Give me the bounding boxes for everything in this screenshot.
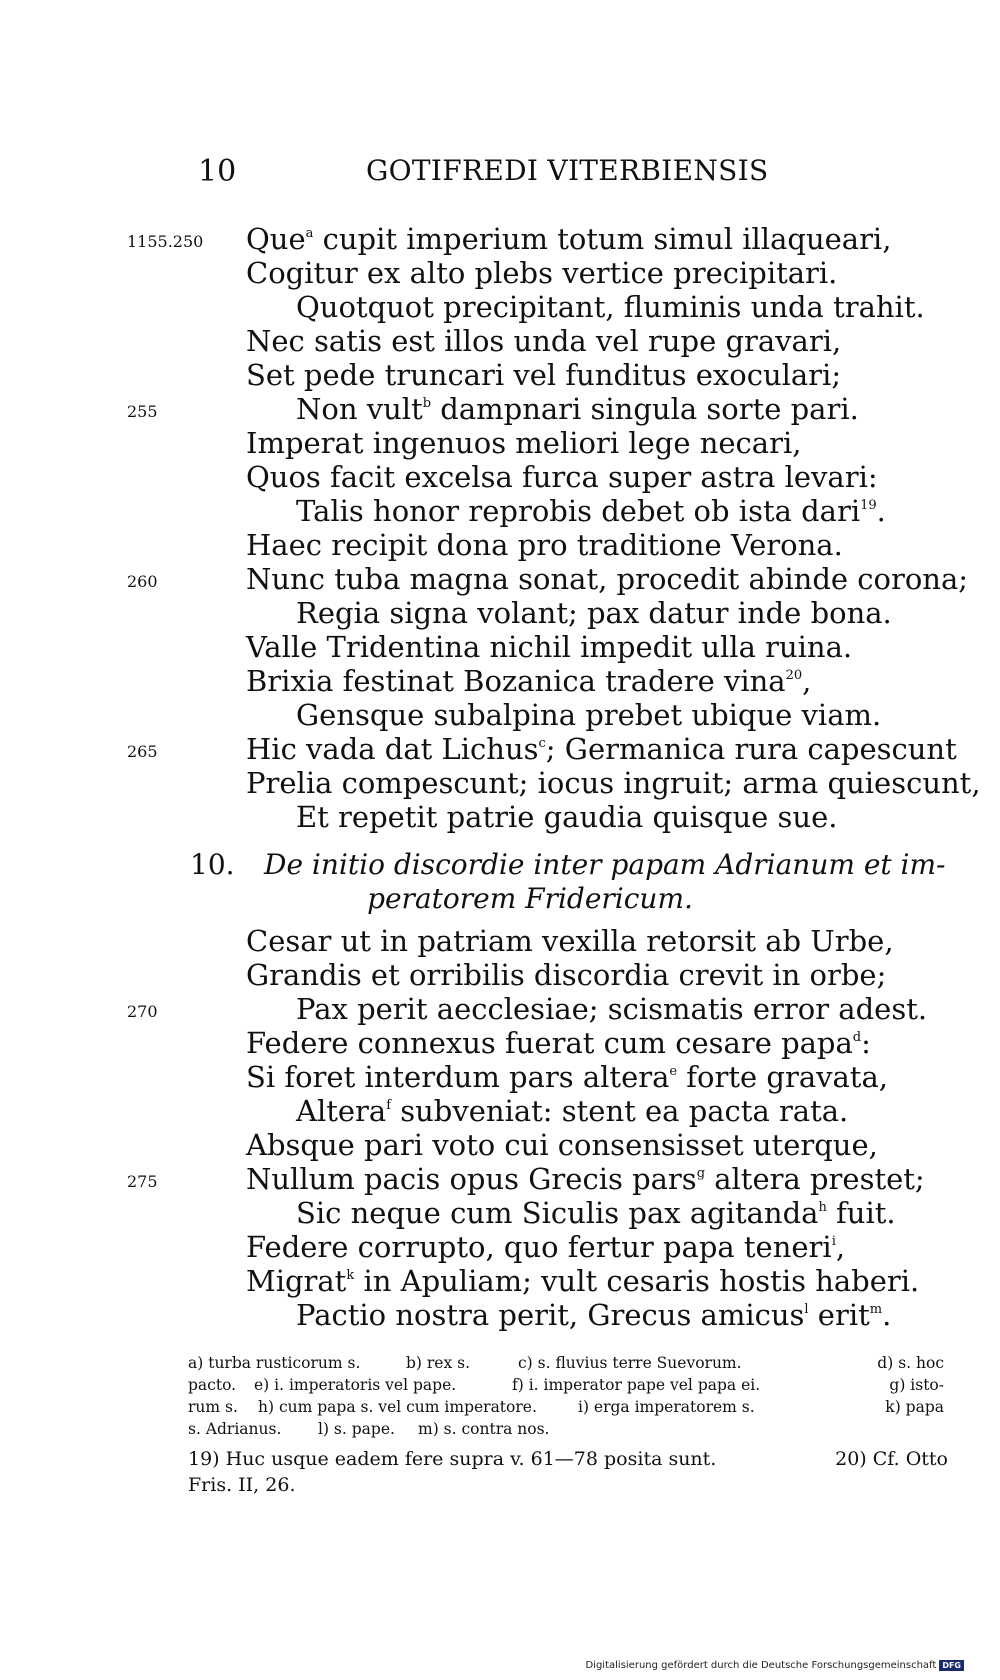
verse-number: 260 <box>127 572 158 591</box>
verse-text <box>246 1264 919 1298</box>
verse-text-main: Talis honor reprobis debet ob ista dari <box>296 494 861 528</box>
verse-text-main: Valle Tridentina nichil impedit ulla ruina. <box>246 630 853 664</box>
verse-text <box>296 596 892 630</box>
verse-line <box>0 664 1000 698</box>
footnote-entry: f) i. imperator pape vel papa ei. <box>512 1376 761 1394</box>
verse-block-1 <box>0 222 1000 834</box>
footnote-entry: Fris. II, 26. <box>188 1474 296 1496</box>
verse-text <box>246 1060 888 1094</box>
footnote-entry: 19) Huc usque eadem fere supra v. 61—78 posita sunt. <box>188 1448 717 1470</box>
verse-line <box>0 1230 1000 1264</box>
verse-line <box>0 494 1000 528</box>
dfg-logo: DFG <box>939 1660 964 1671</box>
footnote-row <box>188 1374 944 1396</box>
footnote-entry: pacto. <box>188 1376 237 1394</box>
verse-line <box>0 630 1000 664</box>
verse-text-rest: . <box>876 494 886 528</box>
verse-text-main: Cesar ut in patriam vexilla retorsit ab Urbe, <box>246 924 894 958</box>
verse-text <box>296 698 881 732</box>
verse-text-main: Et repetit patrie gaudia quisque sue. <box>296 800 838 834</box>
verse-text-main: Quotquot precipitant, fluminis unda trahit. <box>296 290 925 324</box>
verse-text <box>246 1128 878 1162</box>
footnote-row <box>188 1418 944 1440</box>
note-marker: c <box>538 736 546 751</box>
verse-text <box>246 562 968 596</box>
verse-text-rest: dampnari singula sorte pari. <box>431 392 859 426</box>
verse-line <box>0 426 1000 460</box>
verse-text <box>296 1094 848 1128</box>
page-header <box>0 154 1000 194</box>
digitization-credit <box>585 1660 964 1671</box>
verse-line <box>0 698 1000 732</box>
verse-text <box>246 1026 871 1060</box>
verse-line <box>0 958 1000 992</box>
verse-text-rest: altera prestet; <box>705 1162 925 1196</box>
verse-text <box>296 392 859 426</box>
chapter-title-part-2: peratorem Fridericum. <box>367 882 693 915</box>
footnote-entry: g) isto- <box>889 1376 944 1394</box>
verse-text-main: Federe corrupto, quo fertur papa teneri <box>246 1230 832 1264</box>
chapter-number: 10. <box>190 848 235 881</box>
verse-text-main: Nullum pacis opus Grecis pars <box>246 1162 697 1196</box>
verse-text-main: Altera <box>296 1094 387 1128</box>
verse-text-main: Cogitur ex alto plebs vertice precipitari. <box>246 256 838 290</box>
verse-text-main: Que <box>246 222 306 256</box>
verse-text <box>296 992 927 1026</box>
verse-text-rest: ; Germanica rura capescunt <box>545 732 957 766</box>
verse-text <box>246 732 957 766</box>
chapter-heading <box>0 848 1000 916</box>
commentary-footnotes <box>188 1446 948 1498</box>
verse-text <box>246 924 894 958</box>
verse-line <box>0 1264 1000 1298</box>
verse-number: 1155.250 <box>127 232 204 251</box>
note-marker: g <box>696 1166 706 1181</box>
note-marker: 20 <box>785 668 803 683</box>
footnote-entry: s. Adrianus. <box>188 1420 282 1438</box>
verse-text-main: Nec satis est illos unda vel rupe gravari, <box>246 324 842 358</box>
note-marker: f <box>386 1098 391 1113</box>
footnote-entry: i) erga imperatorem s. <box>578 1398 755 1416</box>
verse-text-main: Gensque subalpina prebet ubique viam. <box>296 698 882 732</box>
note-marker: k <box>346 1268 355 1283</box>
footnote-row <box>188 1446 948 1472</box>
footnote-entry: h) cum papa s. vel cum imperatore. <box>258 1398 537 1416</box>
verse-line <box>0 1128 1000 1162</box>
verse-text-main: Set pede truncari vel funditus exoculari; <box>246 358 842 392</box>
verse-text-main: Non vult <box>296 392 423 426</box>
verse-line <box>0 1026 1000 1060</box>
note-marker: 19 <box>860 498 877 513</box>
verse-number: 275 <box>127 1172 158 1191</box>
footnote-entry: 20) Cf. Otto <box>835 1448 948 1470</box>
running-title: GOTIFREDI VITERBIENSIS <box>366 154 769 187</box>
verse-text-rest: . <box>882 1298 892 1332</box>
verse-text-rest: erit <box>808 1298 870 1332</box>
note-marker: m <box>869 1302 883 1317</box>
verse-line <box>0 460 1000 494</box>
footnote-entry: d) s. hoc <box>877 1354 944 1372</box>
verse-text-rest: fuit. <box>826 1196 896 1230</box>
verse-number: 265 <box>127 742 158 761</box>
footnote-entry: c) s. fluvius terre Suevorum. <box>518 1354 742 1372</box>
verse-text-main: Pax perit aecclesiae; scismatis error adest. <box>296 992 928 1026</box>
verse-text <box>296 800 837 834</box>
verse-text-main: Sic neque cum Siculis pax agitanda <box>296 1196 819 1230</box>
verse-text <box>246 256 837 290</box>
verse-text <box>246 766 981 800</box>
verse-text-main: Imperat ingenuos meliori lege necari, <box>246 426 802 460</box>
verse-line <box>0 358 1000 392</box>
footnote-entry: e) i. imperatoris vel pape. <box>254 1376 457 1394</box>
verse-line <box>0 1196 1000 1230</box>
note-marker: b <box>422 396 432 411</box>
verse-line <box>0 562 1000 596</box>
footnote-entry: k) papa <box>885 1398 944 1416</box>
chapter-heading-line-1 <box>0 848 1000 882</box>
footnote-entry: a) turba rusticorum s. <box>188 1354 361 1372</box>
verse-text-main: Brixia festinat Bozanica tradere vina <box>246 664 786 698</box>
verse-block-2 <box>0 924 1000 1332</box>
verse-text-main: Regia signa volant; pax datur inde bona. <box>296 596 892 630</box>
verse-number: 270 <box>127 1002 158 1021</box>
verse-line <box>0 392 1000 426</box>
verse-line <box>0 766 1000 800</box>
verse-text <box>246 664 811 698</box>
note-marker: e <box>669 1064 678 1079</box>
verse-text-rest: cupit imperium totum simul illaqueari, <box>313 222 892 256</box>
footnote-row <box>188 1472 948 1498</box>
verse-text <box>246 630 852 664</box>
verse-number: 255 <box>127 402 158 421</box>
verse-line <box>0 1060 1000 1094</box>
footnote-entry: m) s. contra nos. <box>418 1420 550 1438</box>
verse-line <box>0 256 1000 290</box>
footnote-row <box>188 1396 944 1418</box>
note-marker: d <box>852 1030 862 1045</box>
verse-line <box>0 596 1000 630</box>
verse-text <box>246 958 886 992</box>
chapter-title-part-1: De initio discordie inter papam Adrianum et im- <box>264 848 946 881</box>
footnote-entry: b) rex s. <box>406 1354 471 1372</box>
verse-line <box>0 324 1000 358</box>
verse-text-rest: , <box>835 1230 846 1264</box>
verse-text <box>296 494 886 528</box>
verse-text <box>296 290 925 324</box>
verse-text <box>246 222 891 256</box>
verse-text-main: Quos facit excelsa furca super astra levari: <box>246 460 878 494</box>
note-marker: i <box>831 1234 836 1249</box>
verse-line <box>0 528 1000 562</box>
verse-text-rest: : <box>861 1026 871 1060</box>
verse-text-main: Hic vada dat Lichus <box>246 732 539 766</box>
verse-text-rest: subveniat: stent ea pacta rata. <box>391 1094 849 1128</box>
verse-line <box>0 1298 1000 1332</box>
verse-text <box>246 426 801 460</box>
verse-text-main: Prelia compescunt; iocus ingruit; arma quiescunt, <box>246 766 981 800</box>
credit-text: Digitalisierung gefördert durch die Deutsche Forschungsgemeinschaft <box>585 1660 937 1671</box>
verse-text <box>246 324 841 358</box>
verse-text <box>246 528 843 562</box>
verse-line <box>0 732 1000 766</box>
note-marker: a <box>305 226 314 241</box>
critical-apparatus <box>188 1352 944 1440</box>
verse-text-main: Haec recipit dona pro traditione Verona. <box>246 528 843 562</box>
verse-line <box>0 1162 1000 1196</box>
verse-text-main: Grandis et orribilis discordia crevit in orbe; <box>246 958 887 992</box>
verse-text <box>246 1162 925 1196</box>
verse-text <box>296 1196 896 1230</box>
verse-line <box>0 1094 1000 1128</box>
note-marker: h <box>818 1200 827 1215</box>
verse-text-main: Nunc tuba magna sonat, procedit abinde corona; <box>246 562 969 596</box>
verse-text-main: Migrat <box>246 1264 347 1298</box>
verse-text-main: Federe connexus fuerat cum cesare papa <box>246 1026 853 1060</box>
verse-line <box>0 222 1000 256</box>
verse-text-main: Pactio nostra perit, Grecus amicus <box>296 1298 805 1332</box>
verse-text-main: Si foret interdum pars altera <box>246 1060 670 1094</box>
verse-text-main: Absque pari voto cui consensisset uterque, <box>246 1128 878 1162</box>
verse-text <box>246 1230 845 1264</box>
verse-line <box>0 924 1000 958</box>
verse-text <box>246 358 841 392</box>
verse-line <box>0 800 1000 834</box>
verse-text-rest: forte gravata, <box>677 1060 888 1094</box>
footnote-entry: l) s. pape. <box>318 1420 395 1438</box>
verse-text-rest: in Apuliam; vult cesaris hostis haberi. <box>354 1264 920 1298</box>
verse-line <box>0 992 1000 1026</box>
verse-line <box>0 290 1000 324</box>
verse-text <box>246 460 878 494</box>
verse-text-rest: , <box>802 664 812 698</box>
page-number: 10 <box>198 154 237 189</box>
note-marker: l <box>804 1302 809 1317</box>
verse-text <box>296 1298 891 1332</box>
footnote-entry: rum s. <box>188 1398 238 1416</box>
footnote-row <box>188 1352 944 1374</box>
